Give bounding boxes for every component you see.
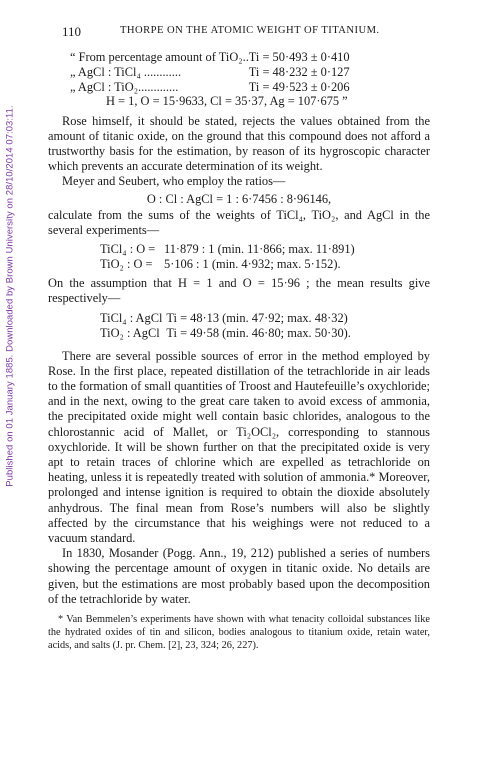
paragraph-calculate: calculate from the sums of the weights of TiCl₄, TiO₂, and AgCl in the several experiments— — [48, 207, 430, 238]
mean-results-value: Ti = 48·13 (min. 47·92; max. 48·32) — [166, 310, 348, 325]
sums-row-label: TiCl₄ : O = — [100, 242, 156, 257]
paragraph-errors: There are several possible sources of error in the method employed by Rose. In the first place, repeated distillation of the tetrachloride in air leads to the formation of small quantities of Troost and Hautefeuille’s oxychloride; and in the next, owing to the great care taken to avoid excess of ammonia, the precipitated oxide might well contain basic chlorides, analogous to the chlorostannic acid of Mallet, or Ti₂OCl₂, corresponding to stannous oxychloride. It will be shown further on that the precipitated oxide is very apt to retain traces of chlorine which are expelled as tetrachloride on heating, unless it is repeatedly treated with solution of ammonia.* Moreover, prolonged and intense ignition is required to obtain the dioxide absolutely anhydrous. The final mean from Rose’s numbers will also be slightly affected by the circumstance that his weighings were not reduced to a vacuum standard. — [48, 348, 430, 546]
percentage-row — [70, 65, 350, 80]
sums-row-value: 11·879 : 1 (min. 11·866; max. 11·891) — [164, 242, 355, 257]
percentage-row — [70, 50, 350, 65]
paragraph-rose: Rose himself, it should be stated, rejects the values obtained from the amount of titanic oxide, on the ground that this compound does not afford a trustworthy basis for the estimation, by reason of its hygroscopic character which prevents an accurate determination of its weight. — [48, 113, 430, 174]
mean-results-table — [100, 311, 351, 341]
atomic-constants-line: H = 1, O = 15·9633, Cl = 35·37, Ag = 107·675 ” — [106, 94, 348, 109]
ratio-equation: O : Cl : AgCl = 1 : 6·7456 : 8·96146, — [146, 191, 332, 206]
side-note-text: Published on 01 January 1885. Downloaded by Brown University on 28/10/2014 07:03:11. — [3, 105, 15, 487]
percentage-row-value: Ti = 49·523 ± 0·206 — [248, 79, 350, 94]
paragraph-mosander: In 1830, Mosander (Pogg. Ann., 19, 212) published a series of numbers showing the percentage amount of oxygen in titanic oxide. No details are given, but the estimations are most probably based upon the decomposition of the tetrachloride by water. — [48, 546, 430, 606]
paragraph-assumption: On the assumption that H = 1 and O = 15·96 ; the mean results give respectively— — [48, 276, 430, 306]
page-number: 110 — [62, 24, 82, 39]
sums-row-label: TiO₂ : O = — [100, 257, 153, 272]
page-header — [62, 24, 442, 40]
percentage-row-label: „ AgCl : TiO₂............. — [70, 79, 179, 94]
mean-results-label: TiCl₄ : AgCl — [100, 310, 163, 325]
mean-results-row — [100, 326, 351, 341]
percentage-results-table — [70, 50, 350, 94]
sums-row — [100, 242, 355, 257]
publication-side-note — [2, 76, 16, 516]
mean-results-label: TiO₂ : AgCl — [100, 325, 160, 340]
percentage-row-label: „ AgCl : TiCl₄ ............ — [70, 64, 182, 79]
percentage-row-value: Ti = 48·232 ± 0·127 — [248, 64, 350, 79]
running-title: THORPE ON THE ATOMIC WEIGHT OF TITANIUM. — [120, 25, 380, 36]
mean-results-value: Ti = 49·58 (min. 46·80; max. 50·30). — [166, 325, 351, 340]
sums-table — [100, 242, 355, 272]
percentage-row-label: “ From percentage amount of TiO₂.. — [70, 50, 249, 64]
percentage-row-value: Ti = 50·493 ± 0·410 — [248, 50, 350, 64]
sums-row-value: 5·106 : 1 (min. 4·932; max. 5·152). — [164, 257, 341, 272]
paragraph-meyer-intro: Meyer and Seubert, who employ the ratios— — [62, 174, 286, 189]
sums-row — [100, 257, 355, 272]
mean-results-row — [100, 311, 351, 326]
footnote: * Van Bemmelen’s experiments have shown with what tenacity colloidal substances like the hydrated oxides of tin and silicon, bodies analogous to titanium oxide, retain water, acids, and salts (J. pr. Chem. [2], 23, 324; 26, 227). — [48, 614, 430, 651]
percentage-row — [70, 80, 350, 95]
page-body — [48, 50, 430, 652]
